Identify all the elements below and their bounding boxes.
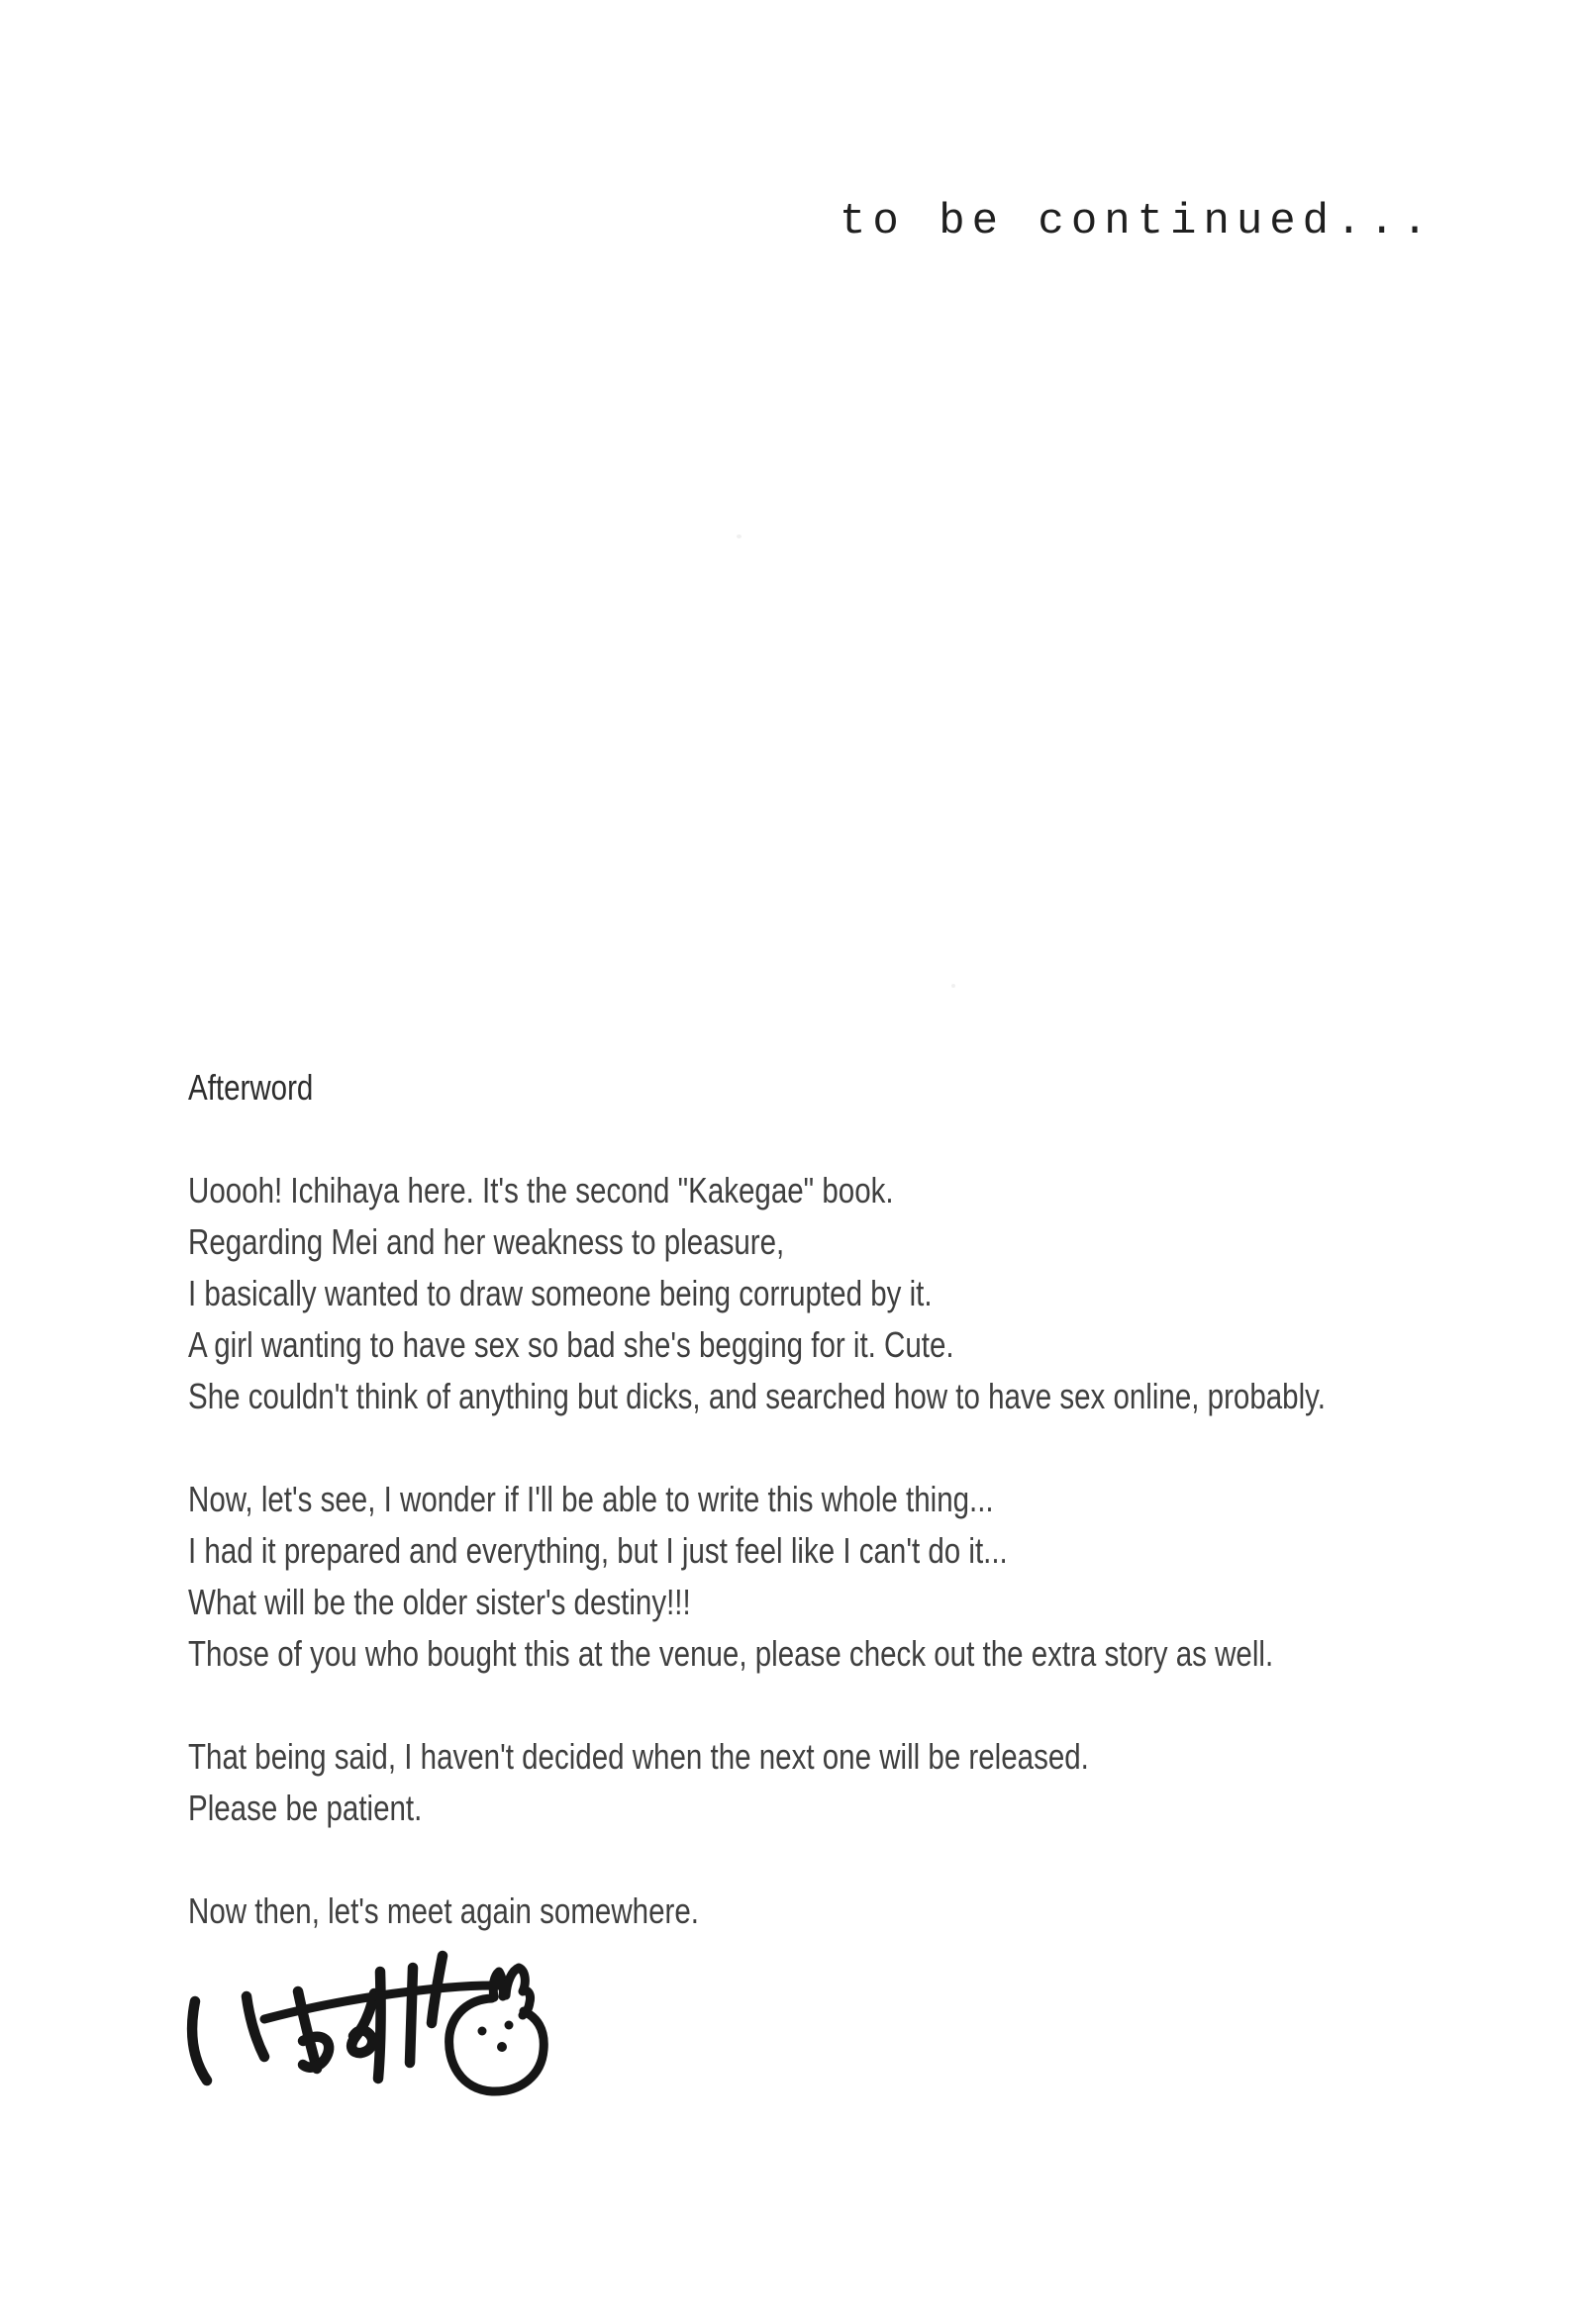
- text-line: Regarding Mei and her weakness to pleasure,: [188, 1221, 785, 1262]
- signature-stroke-i-2: [247, 1996, 264, 2057]
- text-line: Now then, let's meet again somewhere.: [188, 1890, 699, 1931]
- text-line: She couldn't think of anything but dicks, and searched how to have sex online, probably.: [188, 1376, 1326, 1416]
- afterword-paragraphs: [188, 1165, 1487, 1937]
- afterword-paragraph: [188, 1474, 1487, 1680]
- text-line: That being said, I haven't decided when the next one will be released.: [188, 1736, 1089, 1777]
- text-line: Now, let's see, I wonder if I'll be able to write this whole thing...: [188, 1479, 994, 1519]
- to-be-continued-text: to be continued...: [840, 197, 1436, 246]
- doodle-right-ear: [506, 1968, 531, 2015]
- text-line: A girl wanting to have sex so bad she's begging for it. Cute.: [188, 1324, 954, 1365]
- scan-speck: [737, 534, 742, 538]
- scan-speck: [951, 984, 955, 988]
- doodle-left-eye: [478, 2027, 487, 2036]
- afterword-paragraph: [188, 1886, 1487, 1937]
- afterword-paragraph: [188, 1731, 1487, 1834]
- signature-stroke-ya-1: [410, 1968, 413, 2063]
- text-line: Uoooh! Ichihaya here. It's the second "Kakegae" book.: [188, 1170, 894, 1210]
- afterword-paragraph: [188, 1165, 1487, 1422]
- signature-stroke-i-1: [192, 2001, 207, 2081]
- afterword-heading: Afterword: [188, 1067, 314, 1108]
- text-line: What will be the older sister's destiny!!!: [188, 1582, 691, 1622]
- text-line: I basically wanted to draw someone being corrupted by it.: [188, 1273, 933, 1313]
- signature-stroke-ya-2: [432, 1956, 443, 2023]
- text-line: Please be patient.: [188, 1788, 423, 1828]
- text-line: Those of you who bought this at the venue, please check out the extra story as well.: [188, 1633, 1274, 1674]
- ichihaya-signature: [168, 1942, 564, 2100]
- doodle-right-eye: [505, 2021, 514, 2030]
- afterword-body: [188, 1062, 1487, 1937]
- doodle-nose: [497, 2042, 507, 2052]
- signature-stroke-ha-vertical: [378, 1972, 381, 2079]
- text-line: I had it prepared and everything, but I just feel like I can't do it...: [188, 1530, 1008, 1571]
